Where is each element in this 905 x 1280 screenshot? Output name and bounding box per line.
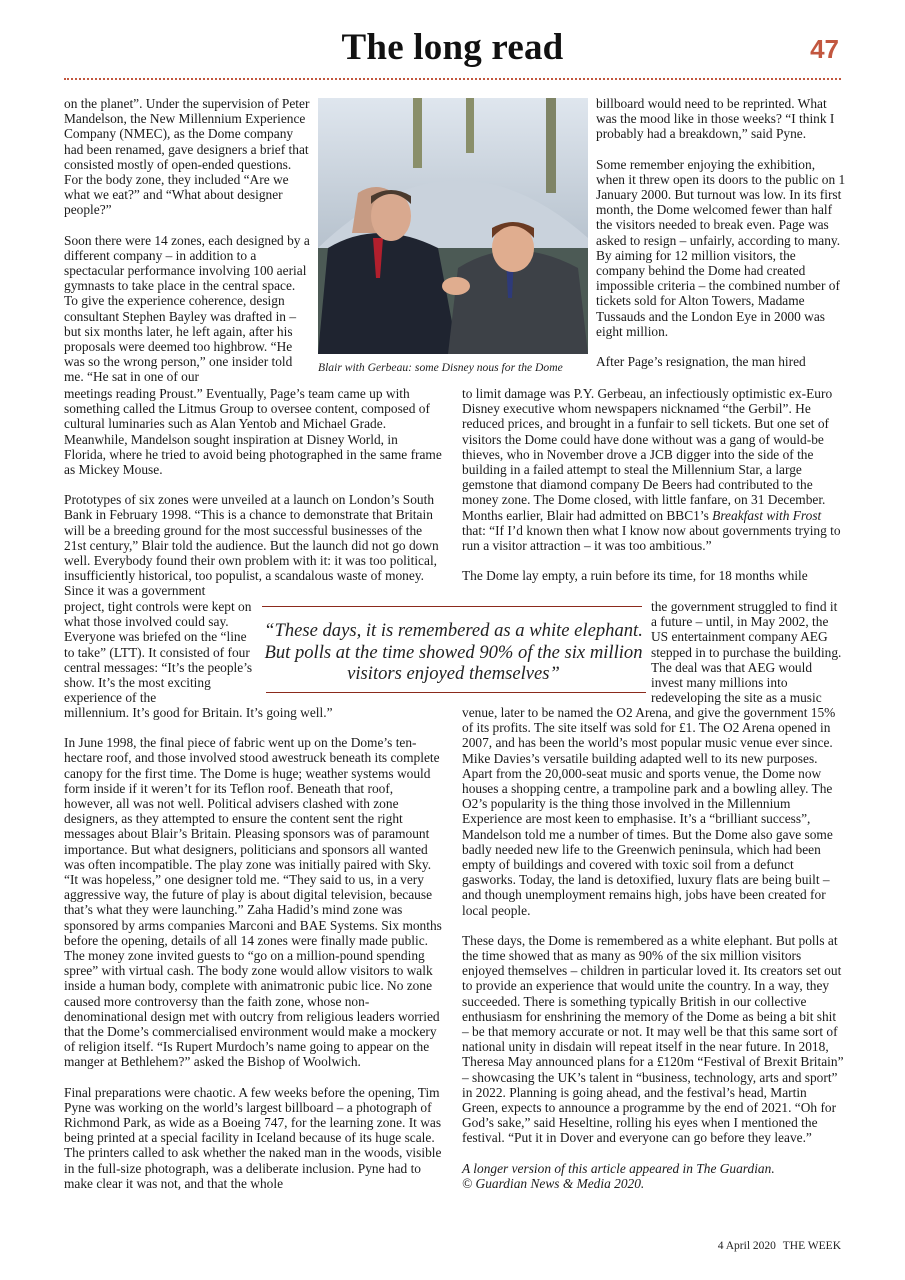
- programme-title: Breakfast with Frost: [712, 507, 822, 523]
- article-column-left-top: [64, 96, 312, 385]
- paragraph: Some remember enjoying the exhibition, when it threw open its doors to the public on 1 January 2000. But turnout was low. In its first month, the Dome welcomed fewer than half the visitors needed to break even. Page was asked to resign – unfairly, according to many. By aiming for 12 million visitors, the company behind the Dome had created impossible criteria – the combined number of tickets sold for Alton Towers, Madame Tussauds and the London Eye in 2000 was eight million.: [596, 156, 846, 339]
- issue-date: 4 April 2020: [717, 1240, 776, 1252]
- paragraph: to limit damage was P.Y. Gerbeau, an infectiously optimistic ex-Euro Disney executive whom newspapers nicknamed “the Gerbil”. He reduced prices, and brought in a funfair to sell tickets. But one set of visitors the Dome could have done without was a gang of would-be thieves, who in November drove a JCB digger into the side of the building in a failed attempt to steal the Millennium Star, a large gemstone that diamond company De Beers had contributed to the money zone. The Dome closed, with little fanfare, on 31 December. Months earlier, Blair had admitted on BBC1’s Breakfast with Frost that: “If I’d known then what I know now about governments trying to run a visitor attraction – it was too ambitious.”: [462, 386, 841, 554]
- article-column-left-bottom: [64, 705, 442, 1191]
- header-divider: [64, 78, 841, 80]
- paragraph: These days, the Dome is remembered as a white elephant. But polls at the time showed that as many as 90% of the six million visitors enjoyed themselves – children in particular loved it. Its creators set out to provide an experience that would unite the country. In a way, they succeeded. There is something typically British in our collective enthusiasm for enshrining the memory of the Dome as being a bit shit – be that memory accurate or not. It may well be that this same sort of national unity in disdain will repeat itself in the near future. In 2018, Theresa May announced plans for a £120m “Festival of Brexit Britain” – showcasing the UK’s talent in “business, technology, arts and sport” in 2022. Planning is going ahead, and the festival’s head, Martin Green, expects to announce a programme by the end of 2021. “Oh for God’s sake,” said Heseltine, rolling his eyes when I mentioned the festival. “Put it in Dover and everyone can go before they leave.”: [462, 932, 844, 1146]
- article-credit: A longer version of this article appeared in The Guardian. © Guardian News & Media 2020.: [462, 1160, 775, 1191]
- pull-quote-top-rule: [262, 606, 642, 607]
- paragraph: The Dome lay empty, a ruin before its time, for 18 months while: [462, 568, 808, 584]
- pull-quote-bottom-rule: [266, 692, 646, 693]
- page-title: The long read: [341, 27, 564, 68]
- paragraph: project, tight controls were kept on what those involved could say. Everyone was briefed on the “line to take” (LTT). It consisted of four central messages: “It’s the people’s show. It’s the most exciting experience of the: [64, 599, 253, 706]
- paragraph: on the planet”. Under the supervision of Peter Mandelson, the New Millennium Experience Company (NMEC), as the Dome company had been renamed, gave designers a brief that consisted mostly of open-ended questions. For the body zone, they included “Are we what we eat?” and “What about designer people?”: [64, 96, 310, 218]
- article-photo: [318, 98, 588, 354]
- paragraph: venue, later to be named the O2 Arena, and give the government 15% of its profits. The site itself was sold for £1. The O2 Arena opened in 2007, and has been the world’s most popular music venue ever since. Mike Davies’s versatile building adapted well to its new purposes. Apart from the 20,000-seat music and sports venue, the Dome now houses a shopping centre, a trampoline park and a bowling alley. The O2’s popularity is the thing those involved in the Millennium Experience are most keen to emphasise. It’s a “brilliant success”, Mandelson told me a number of times. But the Dome also gave some badly needed new life to the Greenwich peninsula, which had been empty of buildings and covered with toxic soil from a defunct gasworks. Today, the land is detoxified, luxury flats are being built – and though unemployment remains high, jobs have been created for local people.: [462, 705, 836, 918]
- paragraph: In June 1998, the final piece of fabric went up on the Dome’s ten-hectare roof, and those involved stood awestruck beneath its complete canopy for the first time. The Dome is huge; weather systems would form inside if it weren’t for its Teflon roof. Beneath that roof, however, all was not well. Political advisers clashed with zone designers, as they attempted to ensure the content sent the right messages about Blair’s Britain. Pleasing sponsors was of paramount importance. But what designers, politicians and sponsors all wanted was often incompatible. The play zone was initially paired with Sky. “It was hopeless,” one designer told me. “They said to us, in a very aggressive way, the future of play is about digital television, because that’s what they were launching.” Zaha Hadid’s mind zone was sponsored by arms companies Marconi and BAE Systems. Six months before the opening, details of all 14 zones were finally made public. The money zone invited guests to “go on a million-pound spending spree” with virtual cash. The body zone would allow visitors to walk inside a human body, complete with animatronic pubic lice. No zone caused more controversy than the faith zone, whose non-denominational design met with outcry from religious leaders worried that the Dome’s commercialised environment would make a mockery of religion itself. “Is Rupert Murdoch’s name going to appear on the manger at Bethlehem?” asked the Bishop of Woolwich.: [64, 735, 442, 1070]
- paragraph: Prototypes of six zones were unveiled at a launch on London’s South Bank in February 1998. “This is a chance to demonstrate that Britain will be a breeding ground for the most successful businesses of the 21st century,” Blair told the audience. But the launch did not go down well. Everybody found their own problem with it: it was too political, insufficiently historical, too populist, a scandalous waste of money. Since it was a government: [64, 492, 439, 599]
- paragraph: meetings reading Proust.” Eventually, Page’s team came up with something called the Litmus Group to oversee content, composed of cultural luminaries such as Alan Yentob and Michael Grade. Meanwhile, Mandelson sought inspiration at Disney World, in Florida, where he tried to avoid being photographed in the same frame as Mickey Mouse.: [64, 386, 442, 478]
- page-number: 47: [810, 34, 839, 64]
- paragraph: Soon there were 14 zones, each designed by a different company – in addition to a spectacular performance involving 100 aerial gymnasts to take place in the central space. To give the experience coherence, design consultant Stephen Bayley was drafted in – but six months later, he left again, after his proposals were deemed too highbrow. “He was so the wrong person,” one insider told me. “He sat in one of our: [64, 232, 310, 385]
- paragraph: millennium. It’s good for Britain. It’s going well.”: [64, 705, 333, 720]
- paragraph: the government struggled to find it a future – until, in May 2002, the US entertainment company AEG stepped in to purchase the building. The deal was that AEG would invest many millions into redeveloping the site as a music: [651, 599, 842, 706]
- photo-illustration: [318, 98, 588, 354]
- article-column-right-quote-wrap: [651, 599, 846, 705]
- article-column-right-mid: [462, 386, 846, 583]
- article-column-right-bottom: [462, 705, 846, 1191]
- paragraph: Final preparations were chaotic. A few weeks before the opening, Tim Pyne was working on the world’s largest billboard – a photograph of Richmond Park, as wide as a Boeing 747, for the learning zone. It was being printed at a special facility in Iceland because of its huge scale. The printers called to ask whether the naked man in the woods, visible in the full-size photograph, was a deliberate inclusion. Pyne had to make clear it was not, and that the whole: [64, 1084, 442, 1191]
- article-column-right-top: [596, 96, 846, 369]
- publication-name: THE WEEK: [782, 1240, 841, 1252]
- paragraph: After Page’s resignation, the man hired: [596, 354, 806, 370]
- page-footer: [714, 1240, 841, 1252]
- article-column-left-quote-wrap: [64, 599, 254, 705]
- paragraph: billboard would need to be reprinted. What was the mood like in those weeks? “I think I probably had a breakdown,” said Pyne.: [596, 96, 835, 142]
- pull-quote: “These days, it is remembered as a white elephant. But polls at the time showed 90% of the six million visitors enjoyed themselves”: [264, 620, 643, 685]
- article-column-left-mid: [64, 386, 442, 599]
- photo-caption: Blair with Gerbeau: some Disney nous for the Dome: [318, 361, 563, 374]
